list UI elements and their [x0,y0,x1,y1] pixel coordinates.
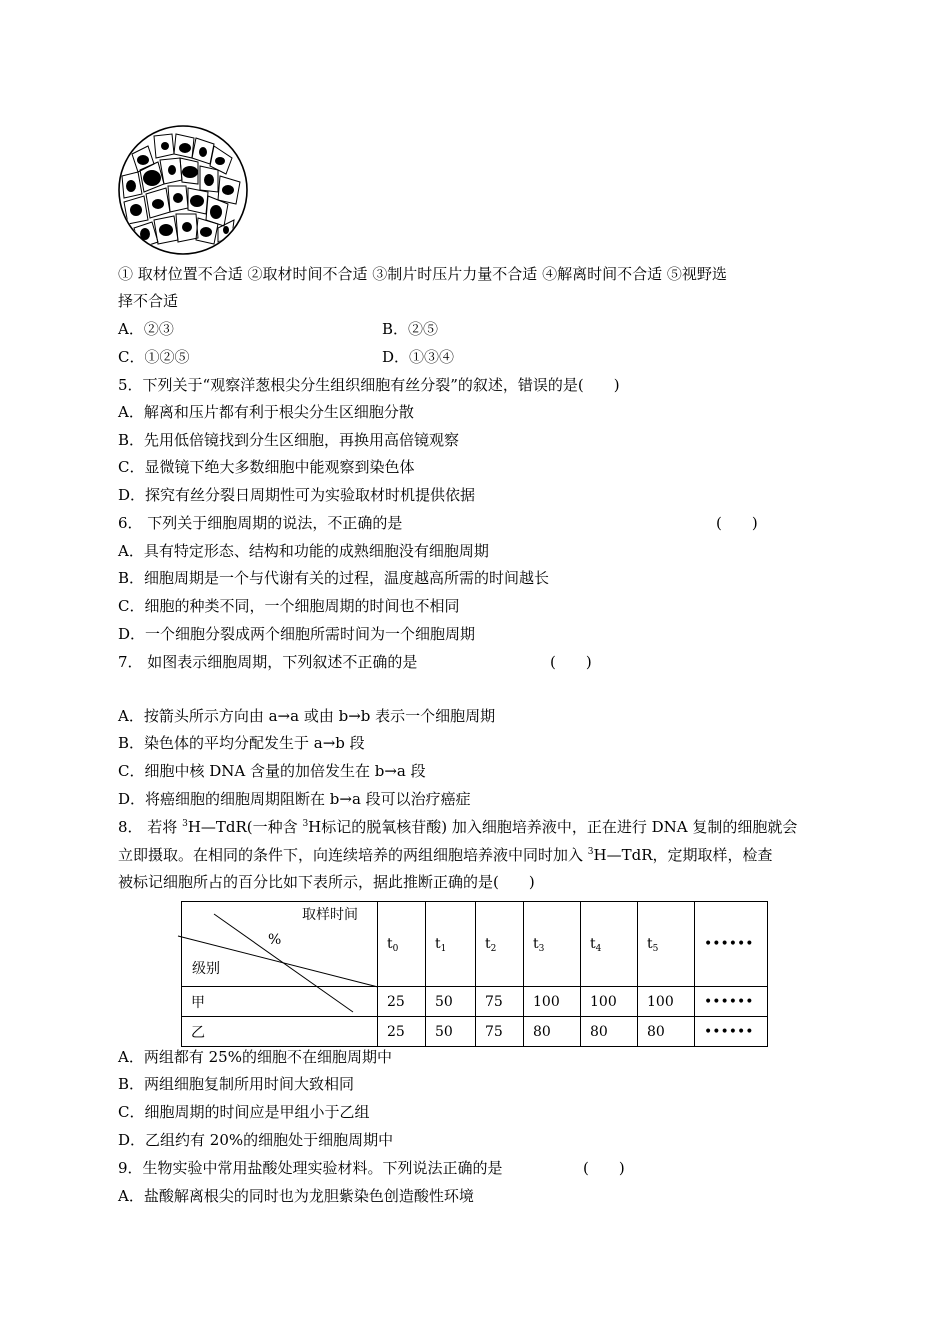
q8-stem-line2: 立即摄取。在相同的条件下，向连续培养的两组细胞培养液中同时加入 $^3$H—TdR，定期取样，检查 [118,846,773,864]
cell: 50 [426,987,476,1017]
q8-choice-a: A．两组都有 25%的细胞不在细胞周期中 [118,1048,392,1066]
q5-choice-b: B．先用低倍镜找到分生区细胞，再换用高倍镜观察 [118,431,460,449]
header-percent: % [268,932,282,948]
q4-choice-a: A．②③ [118,320,174,338]
q4-options-line2: 择不合适 [118,292,179,310]
cell-ellipsis: •••••• [695,1017,768,1047]
col-t4: $t_4$ [581,902,638,987]
q7-choice-b: B．染色体的平均分配发生于 a→b 段 [118,734,365,752]
q9-choice-a: A．盐酸解离根尖的同时也为龙胆紫染色创造酸性环境 [118,1187,474,1205]
q6-stem: 6． 下列关于细胞周期的说法，不正确的是 [118,514,403,532]
q5-choice-a: A．解离和压片都有利于根尖分生区细胞分散 [118,403,414,421]
col-t5: $t_5$ [638,902,695,987]
q6-answer-bracket: ( ) [716,514,758,532]
q8-stem-line1: 8． 若将 $^3$H—TdR(一种含 $^3$H标记的脱氧核苷酸) 加入细胞培养液中，正在进行 DNA 复制的细胞就会 [118,818,798,836]
cell: 50 [426,1017,476,1047]
cell: 80 [581,1017,638,1047]
q8-choice-c: C．细胞周期的时间应是甲组小于乙组 [118,1103,370,1121]
col-t3: $t_3$ [524,902,581,987]
col-t0: $t_0$ [378,902,426,987]
cell: 100 [524,987,581,1017]
q7-choice-c: C．细胞中核 DNA 含量的加倍发生在 b→a 段 [118,762,426,780]
q8-choice-d: D．乙组约有 20%的细胞处于细胞周期中 [118,1131,394,1149]
q9-stem: 9．生物实验中常用盐酸处理实验材料。下列说法正确的是 [118,1159,503,1177]
q9-answer-bracket: ( ) [583,1159,625,1177]
table-diagonal-header [182,902,378,987]
q7-choice-d: D．将癌细胞的细胞周期阻断在 b→a 段可以治疗癌症 [118,790,471,808]
q6-choice-d: D．一个细胞分裂成两个细胞所需时间为一个细胞周期 [118,625,476,643]
cell: 75 [476,987,524,1017]
cell: 25 [378,987,426,1017]
cell: 25 [378,1017,426,1047]
col-t2: $t_2$ [476,902,524,987]
q6-choice-a: A．具有特定形态、结构和功能的成熟细胞没有细胞周期 [118,542,489,560]
cell-ellipsis: •••••• [695,987,768,1017]
q6-choice-b: B．细胞周期是一个与代谢有关的过程，温度越高所需的时间越长 [118,569,550,587]
q7-choice-a: A．按箭头所示方向由 a→a 或由 b→b 表示一个细胞周期 [118,707,496,725]
q5-choice-c: C．显微镜下绝大多数细胞中能观察到染色体 [118,458,415,476]
row-label-jia: 甲 [182,987,378,1017]
q8-choice-b: B．两组细胞复制所用时间大致相同 [118,1075,355,1093]
q6-choice-c: C．细胞的种类不同，一个细胞周期的时间也不相同 [118,597,460,615]
q4-choice-c: C．①②⑤ [118,348,190,366]
cell: 75 [476,1017,524,1047]
cell: 100 [581,987,638,1017]
q8-data-table [181,901,768,1047]
q8-stem-line3: 被标记细胞所占的百分比如下表所示，据此推断正确的是( ) [118,873,535,891]
q4-choice-d: D．①③④ [382,348,455,366]
col-ellipsis: •••••• [695,902,768,987]
header-sampling-time: 取样时间 [302,907,358,923]
col-t1: $t_1$ [426,902,476,987]
cell: 80 [524,1017,581,1047]
q5-choice-d: D．探究有丝分裂日周期性可为实验取材时机提供依据 [118,486,476,504]
q7-answer-bracket: ( ) [550,653,592,671]
row-label-yi: 乙 [182,1017,378,1047]
q4-options-line1: ① 取材位置不合适 ②取材时间不合适 ③制片时压片力量不合适 ④解离时间不合适 ⑤视野选 [118,265,727,283]
table-row [182,1017,768,1047]
q4-choice-b: B．②⑤ [382,320,439,338]
microscope-field-image [114,124,252,256]
q5-stem: 5．下列关于“观察洋葱根尖分生组织细胞有丝分裂”的叙述，错误的是( ) [118,376,620,394]
cell: 80 [638,1017,695,1047]
cell: 100 [638,987,695,1017]
q7-stem: 7． 如图表示细胞周期，下列叙述不正确的是 [118,653,418,671]
header-group: 级别 [192,961,220,977]
